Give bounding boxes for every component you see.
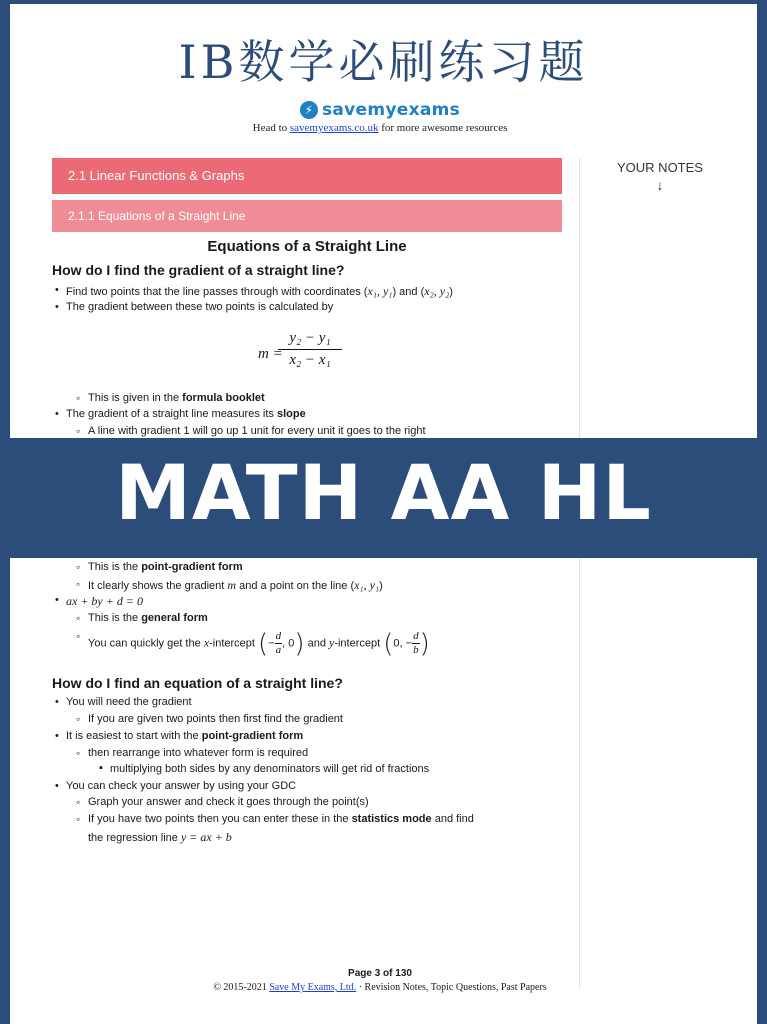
equation-heading: How do I find an equation of a straight line?: [52, 675, 343, 691]
lightning-icon: ⚡: [300, 101, 318, 119]
head-to-prefix: Head to: [252, 122, 290, 134]
logo-text: savemyexams: [321, 100, 461, 120]
bullet-check-gdc: • You can check your answer by using your GDC: [66, 780, 296, 792]
bullet-graph-answer: ◦ Graph your answer and check it goes through the point(s): [88, 796, 369, 808]
savemyexams-logo[interactable]: [30, 100, 730, 120]
notes-divider: [579, 158, 580, 988]
bullet-shows-gradient: ◦ It clearly shows the gradient m and a point on the line (x₁, y₁): [88, 578, 383, 593]
bullet-need-gradient: • You will need the gradient: [66, 696, 192, 708]
banner-title: IB数学必刷练习题: [178, 35, 589, 89]
gradient-formula-fraction: [278, 330, 342, 369]
subtopic-bar: 2.1.1 Equations of a Straight Line: [52, 200, 562, 232]
bullet-intercepts: ◦ You can quickly get the x-intercept (− $\frac{d}{a}$ , 0) and y-intercept (0, − $\frac{d}{b}$ ): [88, 630, 430, 657]
formula-denominator: x₂ − x₁: [289, 352, 331, 368]
bullet-general-equation: • ax + by + d = 0: [66, 594, 143, 609]
bullet-statistics-mode: ◦ If you have two points then you can enter these in the statistics mode and find: [88, 813, 474, 825]
notes-text: YOUR NOTES: [617, 160, 703, 175]
bullet-two-points: • Find two points that the line passes through with coordinates (x₁, y₁) and (x₂, y₂): [66, 284, 453, 299]
page-number: Page 3 of 130: [348, 968, 412, 979]
bullet-gradient-calc: • The gradient between these two points is calculated by: [66, 301, 333, 313]
bullet-slope: • The gradient of a straight line measures its slope: [66, 408, 306, 420]
overlay-band-title: MATH AA HL: [115, 448, 652, 537]
bullet-formula-booklet: ◦ This is given in the formula booklet: [88, 392, 265, 404]
bullet-two-points-first: ◦ If you are given two points then first find the gradient: [88, 713, 343, 725]
section-title: Equations of a Straight Line: [207, 238, 407, 255]
gradient-formula-lhs: m =: [258, 346, 283, 362]
regression-line-text: the regression line y = ax + b: [88, 830, 232, 844]
head-to-suffix: for more awesome resources: [378, 122, 508, 134]
head-to-line: [30, 122, 730, 134]
copyright-line: © 2015-2021 Save My Exams, Ltd. · Revision Notes, Topic Questions, Past Papers: [213, 982, 547, 993]
arrow-down-icon: ↓: [656, 177, 664, 193]
formula-numerator: y₂ − y₁: [278, 330, 342, 350]
bullet-gradient-one: ◦ A line with gradient 1 will go up 1 unit for every unit it goes to the right: [88, 425, 426, 437]
savemyexams-link[interactable]: savemyexams.co.uk: [289, 122, 379, 134]
gradient-heading: How do I find the gradient of a straight line?: [52, 262, 345, 278]
save-my-exams-link[interactable]: Save My Exams, Ltd.: [269, 982, 357, 993]
bullet-general-form: ◦ This is the general form: [88, 612, 208, 624]
bullet-denominators: ▪ multiplying both sides by any denominators will get rid of fractions: [110, 763, 429, 775]
your-notes-label: [590, 160, 730, 193]
bullet-start-point-gradient: • It is easiest to start with the point-gradient form: [66, 730, 303, 742]
topic-bar: 2.1 Linear Functions & Graphs: [52, 158, 562, 194]
bullet-point-gradient-form: ◦ This is the point-gradient form: [88, 561, 243, 573]
bullet-rearrange: ◦ then rearrange into whatever form is required: [88, 747, 308, 759]
